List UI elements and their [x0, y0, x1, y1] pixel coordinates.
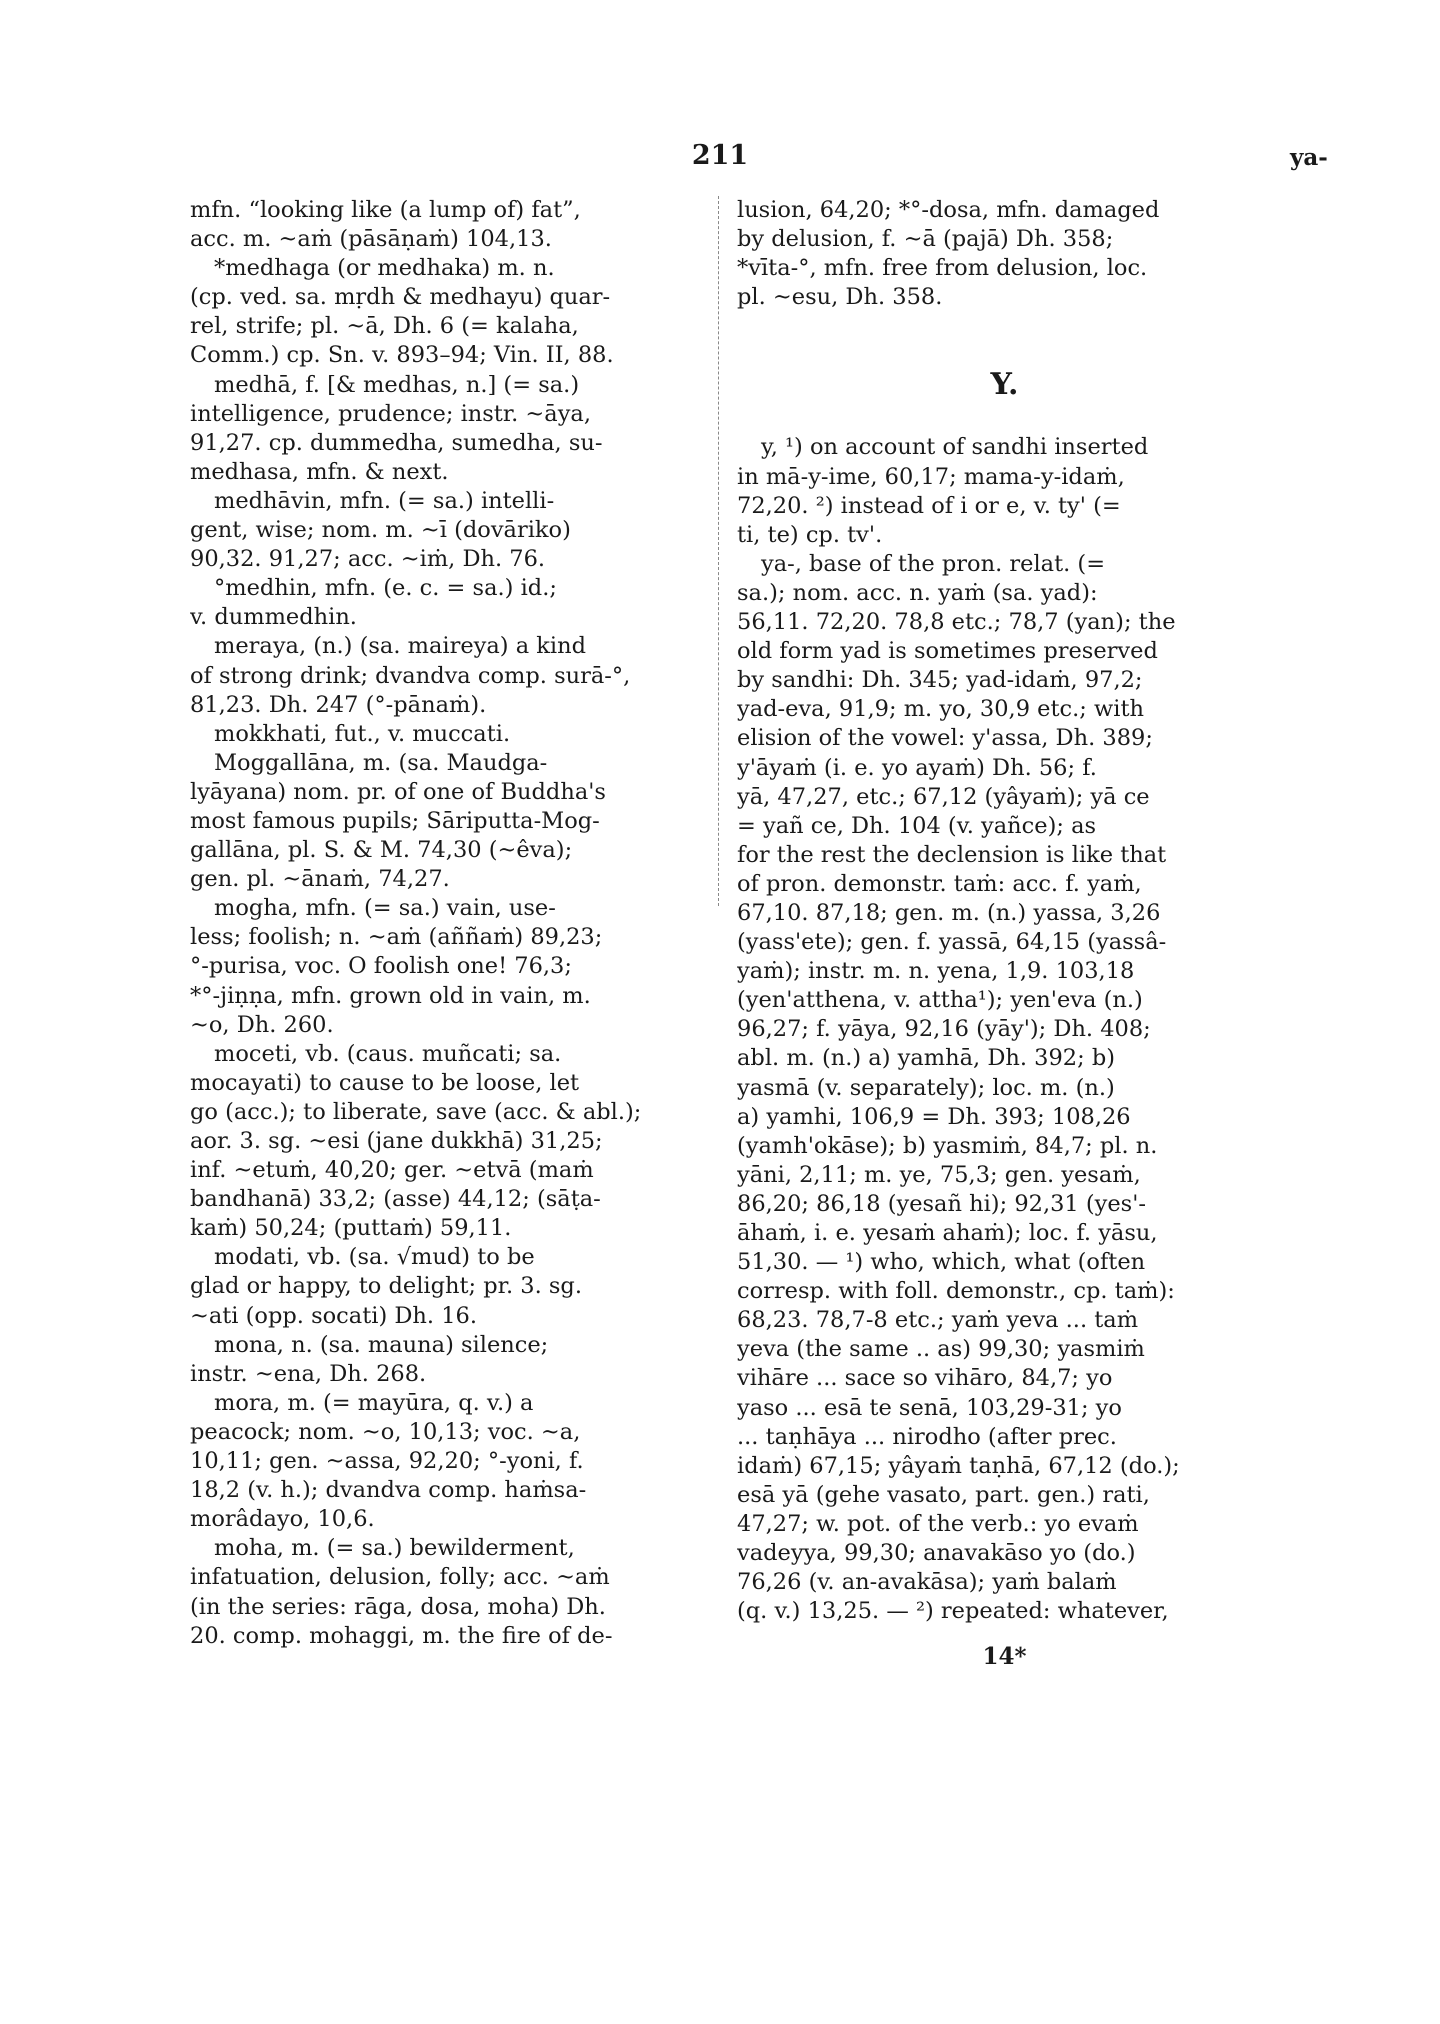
text-line: lusion, 64,20; *°-dosa, mfn. damaged	[737, 197, 1160, 223]
text-line: ~ati (opp. socati) Dh. 16.	[190, 1302, 477, 1329]
text-line: y'āyaṁ (i. e. yo ayaṁ) Dh. 56; f.	[737, 754, 1097, 781]
text-line: morâdayo, 10,6.	[190, 1506, 375, 1533]
text-line: by delusion, f. ~ā (pajā) Dh. 358;	[737, 226, 1114, 253]
text-line: sa.); nom. acc. n. yaṁ (sa. yad):	[737, 579, 1098, 606]
text-line: most famous pupils; Sāriputta-Mog-	[190, 807, 600, 834]
text-line: meraya, (n.) (sa. maireya) a kind	[214, 633, 587, 660]
text-line: mogha, mfn. (= sa.) vain, use-	[214, 895, 556, 922]
text-line: (cp. ved. sa. mṛdh & medhayu) quar-	[190, 284, 611, 311]
text-line: medhasa, mfn. & next.	[190, 458, 449, 485]
running-head: ya-	[1290, 144, 1328, 171]
right-column	[737, 196, 1272, 1671]
text-line: yeva (the same .. as) 99,30; yasmiṁ	[737, 1336, 1145, 1363]
text-line: 72,20. ²) instead of i or e, v. ty' (=	[737, 492, 1121, 519]
text-line: ~o, Dh. 260.	[190, 1011, 334, 1038]
text-line: vadeyya, 99,30; anavakāso yo (do.)	[737, 1540, 1136, 1567]
text-line: Moggallāna, m. (sa. Maudga-	[214, 749, 548, 776]
text-line: less; foolish; n. ~aṁ (aññaṁ) 89,23;	[190, 924, 603, 951]
text-line: a) yamhi, 106,9 = Dh. 393; 108,26	[737, 1103, 1131, 1130]
text-line: glad or happy, to delight; pr. 3. sg.	[190, 1273, 582, 1300]
text-line: modati, vb. (sa. √mud) to be	[214, 1244, 535, 1271]
text-line: abl. m. (n.) a) yamhā, Dh. 392; b)	[737, 1045, 1116, 1072]
text-line: (in the series: rāga, dosa, moha) Dh.	[190, 1593, 606, 1620]
text-line: inf. ~etuṁ, 40,20; ger. ~etvā (maṁ	[190, 1157, 594, 1184]
text-line: for the rest the declension is like that	[737, 841, 1167, 868]
text-line: vihāre ... sace so vihāro, 84,7; yo	[737, 1365, 1113, 1392]
text-line: lyāyana) nom. pr. of one of Buddha's	[190, 778, 606, 805]
text-line: intelligence, prudence; instr. ~āya,	[190, 400, 591, 427]
text-line: (q. v.) 13,25. — ²) repeated: whatever,	[737, 1598, 1169, 1625]
column-divider	[718, 196, 719, 906]
text-line: medhā, f. [& medhas, n.] (= sa.)	[214, 371, 580, 398]
text-line: ... taṇhāya ... nirodho (after prec.	[737, 1423, 1117, 1450]
text-line: corresp. with foll. demonstr., cp. taṁ):	[737, 1278, 1175, 1305]
text-line: kaṁ) 50,24; (puttaṁ) 59,11.	[190, 1215, 512, 1242]
text-line: ya-, base of the pron. relat. (=	[761, 550, 1106, 577]
text-line: mona, n. (sa. mauna) silence;	[214, 1331, 549, 1358]
text-line: 68,23. 78,7-8 etc.; yaṁ yeva ... taṁ	[737, 1307, 1139, 1334]
text-line: medhāvin, mfn. (= sa.) intelli-	[214, 487, 555, 514]
text-line: elision of the vowel: y'assa, Dh. 389;	[737, 725, 1153, 752]
text-line: gen. pl. ~ānaṁ, 74,27.	[190, 866, 450, 893]
text-line: mfn. “looking like (a lump of) fat”,	[190, 197, 581, 223]
text-line: ti, te) cp. tv'.	[737, 521, 883, 548]
right-column-continuation	[737, 196, 1272, 312]
text-line: of strong drink; dvandva comp. surā-°,	[190, 662, 631, 689]
section-letter: Y.	[990, 370, 1019, 400]
text-line: 20. comp. mohaggi, m. the fire of de-	[190, 1622, 613, 1649]
text-line: yaṁ); instr. m. n. yena, 1,9. 103,18	[737, 958, 1135, 985]
text-line: v. dummedhin.	[190, 604, 357, 631]
text-line: 51,30. — ¹) who, which, what (often	[737, 1249, 1146, 1276]
text-line: *medhaga (or medhaka) m. n.	[214, 255, 555, 282]
text-line: gallāna, pl. S. & M. 74,30 (~êva);	[190, 837, 573, 864]
text-line: y, ¹) on account of sandhi inserted	[761, 434, 1149, 461]
text-line: of pron. demonstr. taṁ: acc. f. yaṁ,	[737, 870, 1142, 897]
text-line: mokkhati, fut., v. muccati.	[214, 720, 511, 747]
text-line: 90,32. 91,27; acc. ~iṁ, Dh. 76.	[190, 546, 546, 573]
text-line: 56,11. 72,20. 78,8 etc.; 78,7 (yan); the	[737, 609, 1176, 636]
text-line: 81,23. Dh. 247 (°-pānaṁ).	[190, 691, 487, 718]
text-line: go (acc.); to liberate, save (acc. & abl.);	[190, 1098, 642, 1125]
text-line: 86,20; 86,18 (yesañ hi); 92,31 (yes'-	[737, 1190, 1147, 1217]
text-line: yā, 47,27, etc.; 67,12 (yâyaṁ); yā ce	[737, 783, 1150, 810]
text-line: mora, m. (= mayūra, q. v.) a	[214, 1389, 534, 1416]
text-line: moceti, vb. (caus. muñcati; sa.	[214, 1040, 562, 1067]
text-line: yasmā (v. separately); loc. m. (n.)	[737, 1074, 1115, 1101]
signature-mark: 14*	[982, 1643, 1027, 1671]
text-line: 76,26 (v. an-avakāsa); yaṁ balaṁ	[737, 1569, 1117, 1596]
text-line: °-purisa, voc. O foolish one! 76,3;	[190, 953, 572, 980]
text-line: in mā-y-ime, 60,17; mama-y-idaṁ,	[737, 463, 1125, 490]
text-line: yaso ... esā te senā, 103,29-31; yo	[737, 1394, 1122, 1421]
text-line: °medhin, mfn. (e. c. = sa.) id.;	[214, 575, 557, 602]
text-line: *vīta-°, mfn. free from delusion, loc.	[737, 255, 1148, 282]
text-line: āhaṁ, i. e. yesaṁ ahaṁ); loc. f. yāsu,	[737, 1220, 1158, 1246]
text-line: Comm.) cp. Sn. v. 893–94; Vin. II, 88.	[190, 342, 614, 369]
text-line: 67,10. 87,18; gen. m. (n.) yassa, 3,26	[737, 899, 1161, 926]
text-line: idaṁ) 67,15; yâyaṁ taṇhā, 67,12 (do.);	[737, 1452, 1180, 1479]
text-line: gent, wise; nom. m. ~ī (dovāriko)	[190, 517, 571, 544]
text-line: aor. 3. sg. ~esi (jane dukkhā) 31,25;	[190, 1128, 603, 1154]
page-number: 211	[691, 140, 749, 171]
text-line: instr. ~ena, Dh. 268.	[190, 1360, 427, 1387]
text-line: pl. ~esu, Dh. 358.	[737, 284, 943, 311]
text-line: acc. m. ~aṁ (pāsāṇaṁ) 104,13.	[190, 226, 552, 253]
text-line: bandhanā) 33,2; (asse) 44,12; (sāṭa-	[190, 1186, 601, 1213]
text-line: yāni, 2,11; m. ye, 75,3; gen. yesaṁ,	[737, 1161, 1141, 1188]
text-line: 96,27; f. yāya, 92,16 (yāy'); Dh. 408;	[737, 1016, 1151, 1043]
text-line: 47,27; w. pot. of the verb.: yo evaṁ	[737, 1510, 1139, 1537]
text-line: infatuation, delusion, folly; acc. ~aṁ	[190, 1564, 610, 1591]
text-line: old form yad is sometimes preserved	[737, 638, 1158, 665]
text-line: mocayati) to cause to be loose, let	[190, 1069, 580, 1096]
text-line: moha, m. (= sa.) bewilderment,	[214, 1535, 575, 1562]
text-line: esā yā (gehe vasato, part. gen.) rati,	[737, 1481, 1150, 1508]
text-line: by sandhi: Dh. 345; yad-idaṁ, 97,2;	[737, 667, 1143, 694]
right-column-entries	[737, 433, 1272, 1626]
text-line: 91,27. cp. dummedha, sumedha, su-	[190, 429, 603, 456]
text-line: 10,11; gen. ~assa, 92,20; °-yoni, f.	[190, 1448, 584, 1475]
text-line: *°-jiṇṇa, mfn. grown old in vain, m.	[190, 982, 591, 1009]
left-column	[190, 196, 725, 1651]
text-line: (yamh'okāse); b) yasmiṁ, 84,7; pl. n.	[737, 1132, 1158, 1159]
text-line: peacock; nom. ~o, 10,13; voc. ~a,	[190, 1418, 581, 1445]
text-line: (yass'ete); gen. f. yassā, 64,15 (yassâ-	[737, 929, 1167, 956]
text-line: 18,2 (v. h.); dvandva comp. haṁsa-	[190, 1477, 587, 1504]
text-line: yad-eva, 91,9; m. yo, 30,9 etc.; with	[737, 696, 1144, 723]
text-line: = yañ ce, Dh. 104 (v. yañce); as	[737, 812, 1097, 839]
text-line: rel, strife; pl. ~ā, Dh. 6 (= kalaha,	[190, 313, 579, 340]
text-line: (yen'atthena, v. attha¹); yen'eva (n.)	[737, 987, 1143, 1014]
